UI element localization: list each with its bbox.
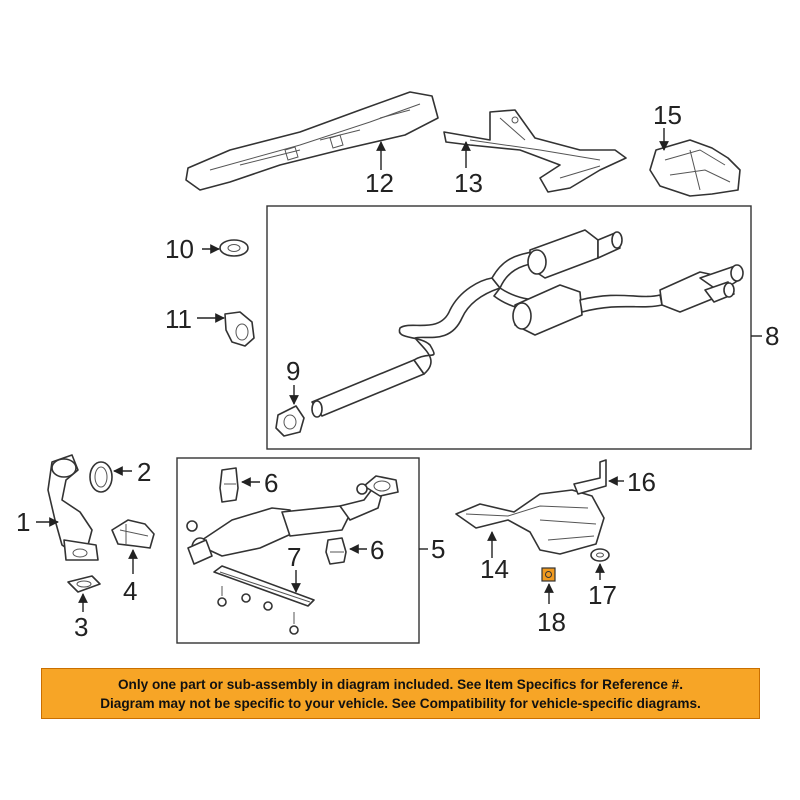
part-8-exhaust-system	[312, 230, 743, 417]
part-3-gasket	[68, 576, 100, 592]
callout-4: 4	[123, 576, 138, 606]
callout-5: 5	[431, 534, 446, 564]
part-11-clamp	[225, 312, 254, 346]
part-16-bracket	[574, 460, 606, 494]
part-10-gasket	[220, 240, 248, 256]
callout-6-lower: 6	[370, 535, 385, 565]
part-6-hanger-upper	[220, 468, 238, 502]
callout-18: 18	[537, 607, 566, 637]
callout-15: 15	[653, 100, 682, 130]
callout-12: 12	[365, 168, 394, 198]
callout-13: 13	[454, 168, 483, 198]
group-box-8	[267, 206, 751, 449]
disclaimer-line-2: Diagram may not be specific to your vehicle. See Compatibility for vehicle-specific diagrams.	[100, 696, 701, 711]
part-18-nut	[542, 568, 555, 581]
callout-14: 14	[480, 554, 509, 584]
disclaimer-banner	[41, 668, 760, 719]
callout-7: 7	[287, 542, 302, 572]
callout-11: 11	[165, 304, 192, 334]
callout-9: 9	[286, 356, 301, 386]
part-17-washer	[591, 549, 609, 561]
callout-17: 17	[588, 580, 617, 610]
part-2-gasket	[90, 462, 112, 492]
disclaimer-line-1: Only one part or sub-assembly in diagram included. See Item Specifics for Reference #.	[117, 677, 684, 692]
part-12-heat-shield	[186, 92, 438, 190]
part-4-heat-shield	[112, 520, 154, 548]
part-14-heat-shield	[456, 490, 604, 554]
callout-10: 10	[165, 234, 194, 264]
callout-8: 8	[765, 321, 780, 351]
callout-2: 2	[137, 457, 152, 487]
part-7-brace	[214, 566, 314, 634]
callout-3: 3	[74, 612, 89, 642]
callout-16: 16	[627, 467, 656, 497]
callout-1: 1	[16, 507, 31, 537]
callout-6-upper: 6	[264, 468, 279, 498]
part-6-hanger-lower	[326, 538, 346, 564]
part-9-gasket	[276, 406, 304, 436]
